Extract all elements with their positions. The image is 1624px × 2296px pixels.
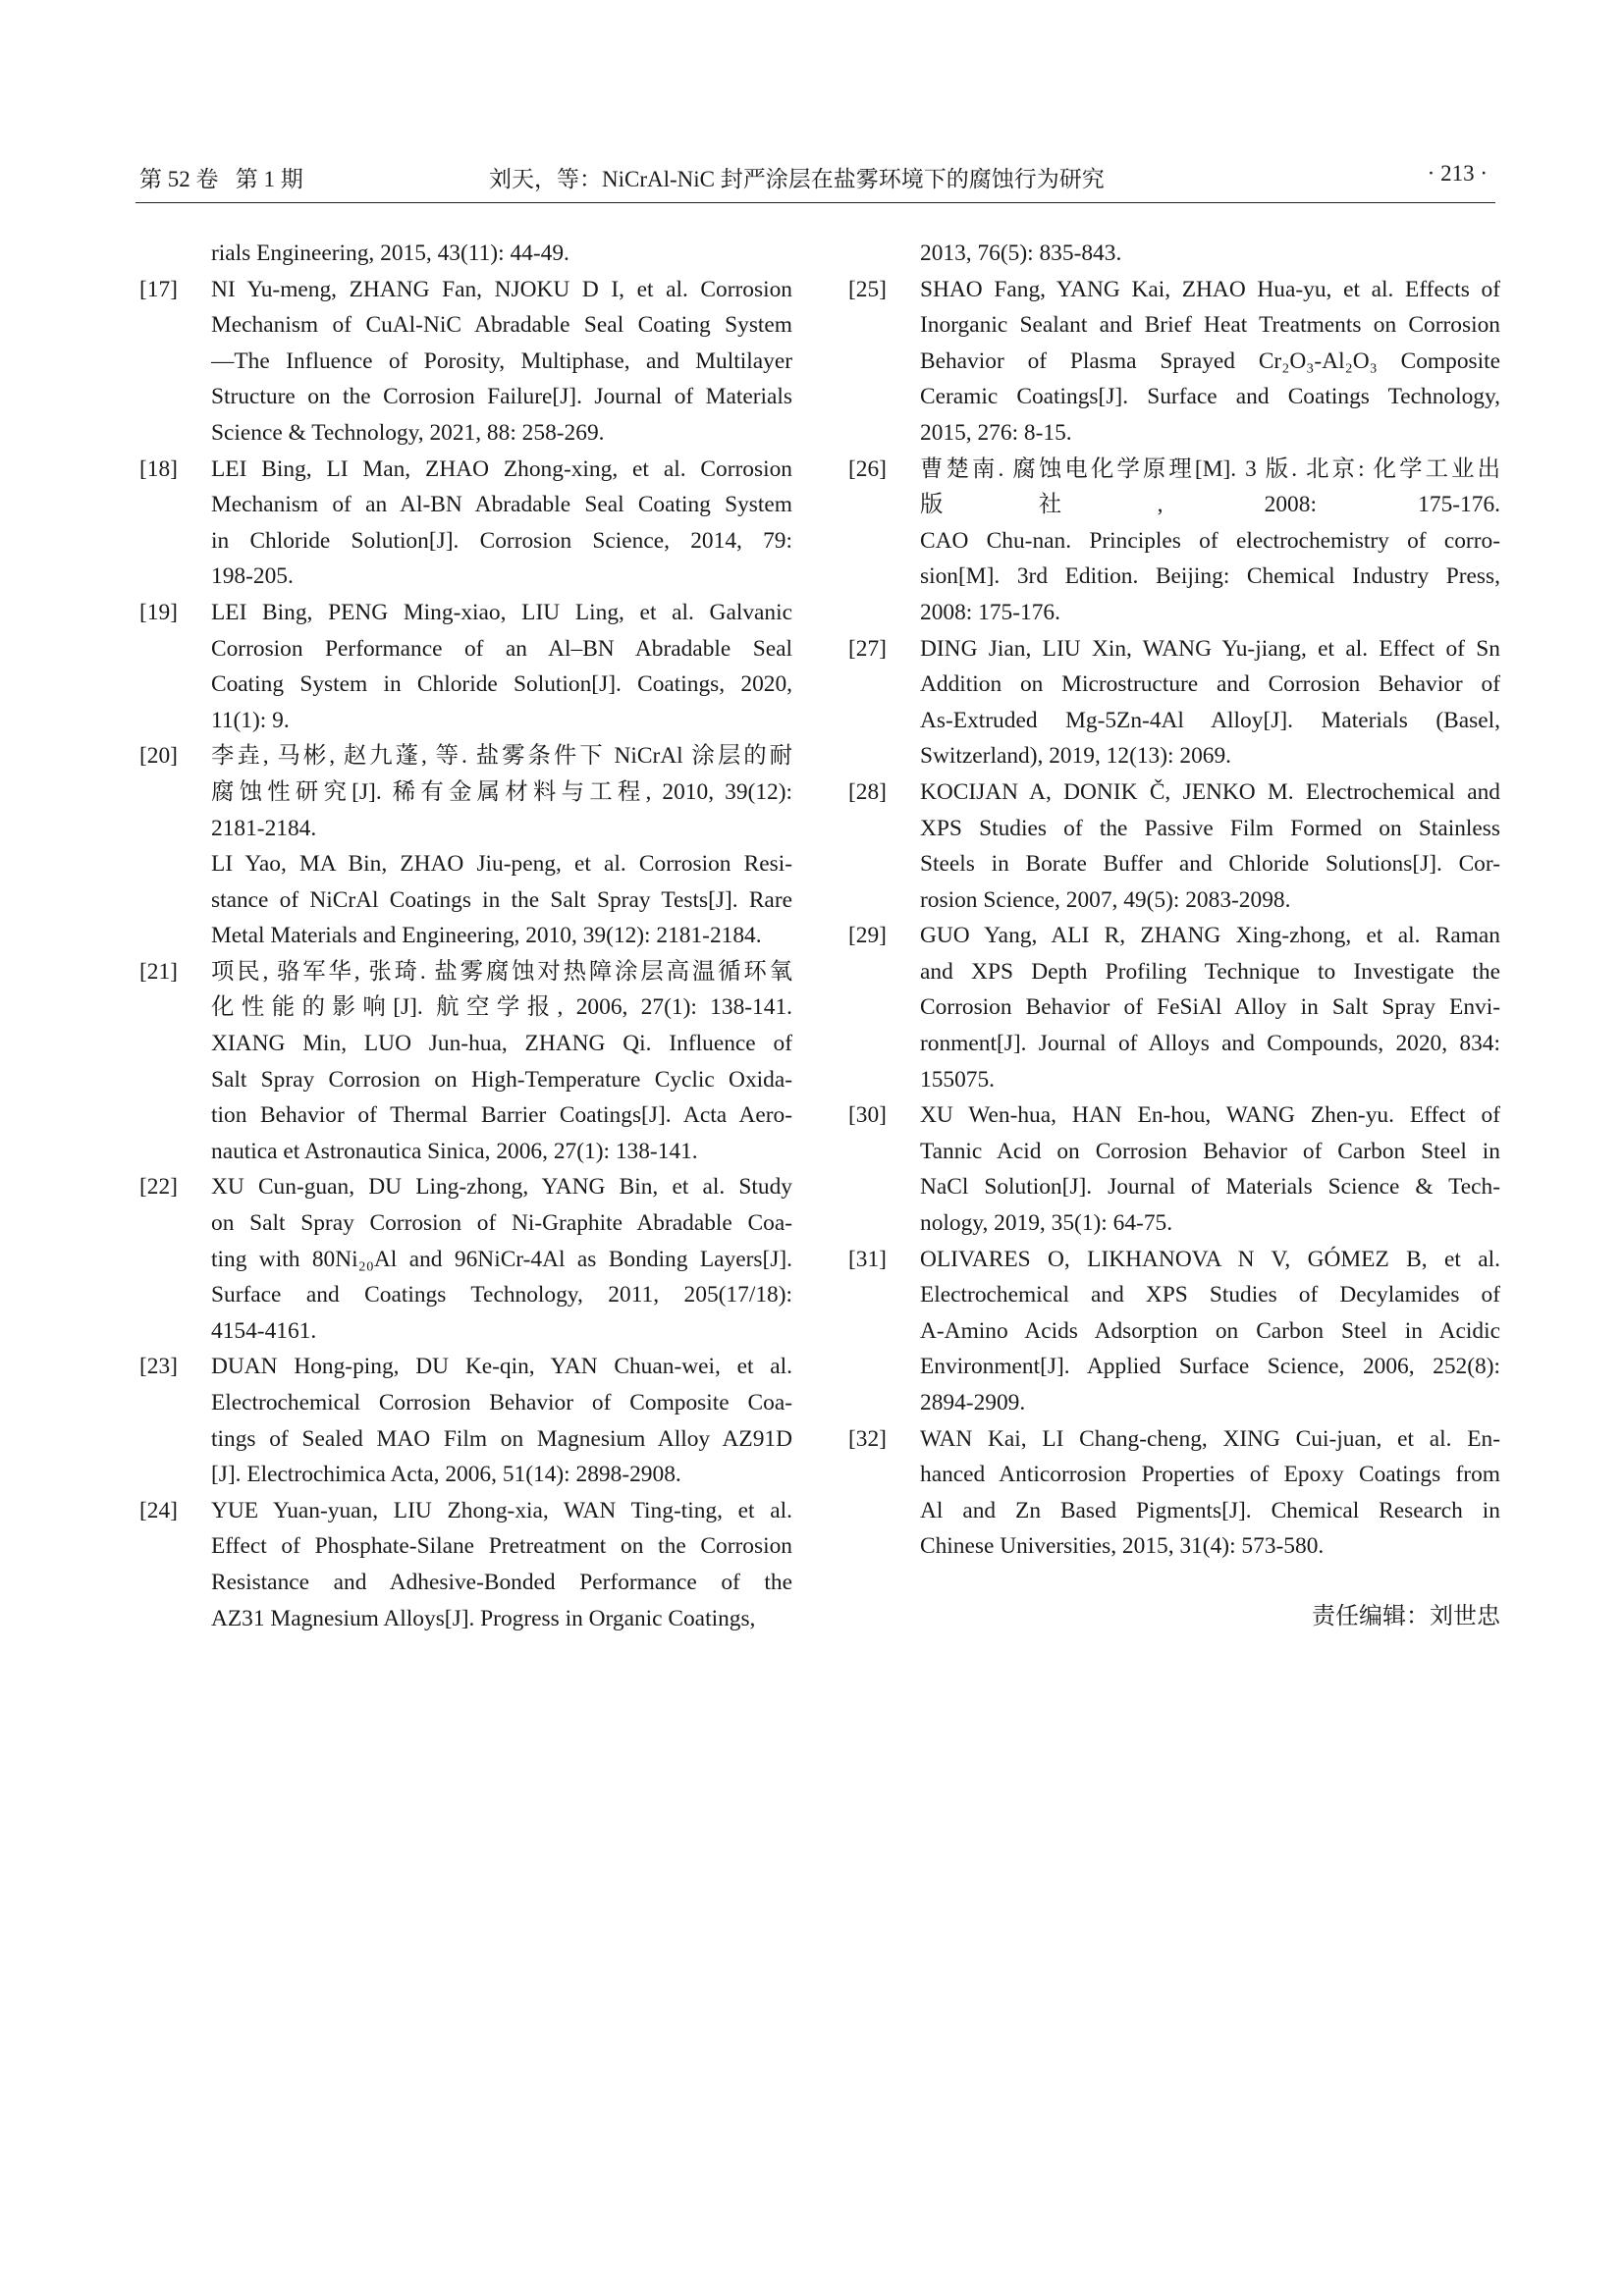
reference-text-line: Behavior of Plasma Sprayed Cr₂O₃-Al₂O₃ Composite — [920, 347, 1500, 374]
reference-entry — [139, 1349, 792, 1492]
reference-entry — [139, 738, 792, 954]
responsible-editor: 责任编辑：刘世忠 — [1312, 1602, 1500, 1629]
reference-text-line: Al and Zn Based Pigments[J]. Chemical Research in — [920, 1497, 1500, 1523]
reference-text-line: 4154-4161. — [211, 1317, 317, 1344]
reference-text-line: 198-205. — [211, 563, 294, 590]
reference-text-line: As-Extruded Mg-5Zn-4Al Alloy[J]. Materials (Basel, — [920, 707, 1500, 733]
reference-text-line: NI Yu-meng, ZHANG Fan, NJOKU D I, et al. Corrosion — [211, 276, 792, 302]
reference-text-line: A-Amino Acids Adsorption on Carbon Steel in Acidic — [920, 1317, 1500, 1344]
reference-number: [20] — [139, 743, 178, 770]
reference-continuation: rials Engineering, 2015, 43(11): 44-49. — [211, 240, 569, 266]
reference-text-line: [J]. Electrochimica Acta, 2006, 51(14): 2898-2908. — [211, 1462, 681, 1488]
reference-text-line: stance of NiCrAl Coatings in the Salt Spray Tests[J]. Rare — [211, 886, 792, 913]
reference-number: [25] — [848, 276, 887, 302]
reference-text-line: NaCl Solution[J]. Journal of Materials Science & Tech- — [920, 1174, 1500, 1201]
reference-text-line: —The Influence of Porosity, Multiphase, and Multilayer — [211, 347, 792, 374]
reference-text-line: GUO Yang, ALI R, ZHANG Xing-zhong, et al. Raman — [920, 923, 1500, 949]
reference-text-line: XU Wen-hua, HAN En-hou, WANG Zhen-yu. Effect of — [920, 1102, 1500, 1129]
reference-text-line: sion[M]. 3rd Edition. Beijing: Chemical Industry Press, — [920, 563, 1500, 590]
reference-text-line: LEI Bing, LI Man, ZHAO Zhong-xing, et al. Corrosion — [211, 455, 792, 482]
reference-text-line: WAN Kai, LI Chang-cheng, XING Cui-juan, et al. En- — [920, 1425, 1500, 1452]
reference-text-line: 腐蚀性研究[J]. 稀有金属材料与工程, 2010, 39(12): — [211, 778, 792, 805]
reference-number: [32] — [848, 1425, 887, 1452]
reference-text-line: ronment[J]. Journal of Alloys and Compounds, 2020, 834: — [920, 1031, 1500, 1057]
reference-number: [27] — [848, 635, 887, 662]
reference-entry — [848, 631, 1500, 774]
reference-text-line: Corrosion Performance of an Al–BN Abradable Seal — [211, 635, 792, 662]
reference-text-line: DUAN Hong-ping, DU Ke-qin, YAN Chuan-wei, et al. — [211, 1354, 792, 1380]
reference-number: [30] — [848, 1102, 887, 1129]
reference-column-right — [848, 236, 1500, 1565]
reference-text-line: Mechanism of CuAl-NiC Abradable Seal Coating System — [211, 312, 792, 339]
reference-text-line: Chinese Universities, 2015, 31(4): 573-580. — [920, 1533, 1325, 1560]
reference-text-line: Addition on Microstructure and Corrosion Behavior of — [920, 671, 1500, 698]
reference-entry — [848, 272, 1500, 452]
reference-number: [18] — [139, 455, 178, 482]
reference-text-line: XPS Studies of the Passive Film Formed on Stainless — [920, 815, 1500, 841]
reference-text-line: in Chloride Solution[J]. Corrosion Science, 2014, 79: — [211, 527, 792, 554]
page-number: · 213 · — [1427, 161, 1488, 186]
header-rule — [135, 202, 1495, 203]
reference-column-left — [139, 236, 792, 1636]
reference-number: [23] — [139, 1354, 178, 1380]
reference-text-line: Salt Spray Corrosion on High-Temperature Cyclic Oxida- — [211, 1066, 792, 1093]
reference-entry — [848, 1097, 1500, 1241]
reference-number: [22] — [139, 1174, 178, 1201]
reference-text-line: 155075. — [920, 1066, 996, 1093]
reference-entry — [848, 1421, 1500, 1565]
reference-text-line: 2894-2909. — [920, 1390, 1026, 1415]
reference-text-line: 2008: 175-176. — [920, 599, 1060, 625]
reference-text-line: Switzerland), 2019, 12(13): 2069. — [920, 743, 1232, 770]
reference-text-line: Science & Technology, 2021, 88: 258-269. — [211, 419, 605, 446]
reference-text-line: XIANG Min, LUO Jun-hua, ZHANG Qi. Influence of — [211, 1031, 792, 1057]
reference-number: [24] — [139, 1497, 178, 1523]
reference-text-line: Inorganic Sealant and Brief Heat Treatments on Corrosion — [920, 312, 1500, 339]
reference-text-line: Corrosion Behavior of FeSiAl Alloy in Salt Spray Envi- — [920, 994, 1500, 1021]
reference-text-line: Structure on the Corrosion Failure[J]. Journal of Materials — [211, 384, 792, 410]
reference-text-line: KOCIJAN A, DONIK Č, JENKO M. Electrochemical and — [920, 778, 1500, 805]
reference-text-line: Environment[J]. Applied Surface Science, 2006, 252(8): — [920, 1354, 1500, 1380]
reference-number: [26] — [848, 455, 887, 482]
reference-text-line: tion Behavior of Thermal Barrier Coatings[J]. Acta Aero- — [211, 1102, 792, 1129]
reference-text-line: 项民, 骆军华, 张琦. 盐雾腐蚀对热障涂层高温循环氧 — [211, 958, 792, 985]
running-title: 刘天，等：NiCrAl-NiC 封严涂层在盐雾环境下的腐蚀行为研究 — [489, 167, 1105, 191]
reference-text-line: LEI Bing, PENG Ming-xiao, LIU Ling, et al. Galvanic — [211, 599, 792, 625]
reference-continuation: 2013, 76(5): 835-843. — [920, 240, 1122, 266]
reference-text-line: 化性能的影响[J]. 航空学报, 2006, 27(1): 138-141. — [211, 994, 792, 1021]
reference-text-line: 版社, 2008: 175-176. — [920, 492, 1500, 518]
reference-entry — [139, 954, 792, 1170]
reference-text-line: Effect of Phosphate-Silane Pretreatment on the Corrosion — [211, 1533, 792, 1560]
reference-text-line: Electrochemical and XPS Studies of Decylamides of — [920, 1282, 1500, 1308]
reference-text-line: and XPS Depth Profiling Technique to Investigate the — [920, 958, 1500, 985]
reference-entry — [139, 1493, 792, 1636]
reference-number: [21] — [139, 958, 178, 985]
reference-text-line: Tannic Acid on Corrosion Behavior of Carbon Steel in — [920, 1138, 1500, 1164]
reference-text-line: CAO Chu-nan. Principles of electrochemistry of corro- — [920, 527, 1500, 554]
reference-text-line: on Salt Spray Corrosion of Ni-Graphite Abradable Coa- — [211, 1210, 792, 1237]
reference-entry — [848, 452, 1500, 631]
reference-text-line: YUE Yuan-yuan, LIU Zhong-xia, WAN Ting-ting, et al. — [211, 1497, 792, 1523]
reference-number: [29] — [848, 923, 887, 949]
reference-text-line: Resistance and Adhesive-Bonded Performance of the — [211, 1569, 792, 1595]
reference-entry — [848, 1242, 1500, 1421]
reference-text-line: 2015, 276: 8-15. — [920, 419, 1072, 446]
reference-text-line: Surface and Coatings Technology, 2011, 205(17/18): — [211, 1282, 792, 1308]
reference-text-line: rosion Science, 2007, 49(5): 2083-2098. — [920, 886, 1291, 913]
reference-text-line: 曹楚南. 腐蚀电化学原理[M]. 3 版. 北京: 化学工业出 — [920, 455, 1500, 482]
reference-text-line: Mechanism of an Al-BN Abradable Seal Coating System — [211, 492, 792, 518]
reference-entry — [139, 272, 792, 452]
reference-text-line: SHAO Fang, YANG Kai, ZHAO Hua-yu, et al. Effects of — [920, 276, 1500, 302]
reference-entry — [848, 774, 1500, 918]
reference-text-line: hanced Anticorrosion Properties of Epoxy Coatings from — [920, 1462, 1500, 1488]
reference-text-line: 11(1): 9. — [211, 707, 290, 733]
reference-number: [31] — [848, 1246, 887, 1272]
reference-text-line: nology, 2019, 35(1): 64-75. — [920, 1210, 1173, 1237]
reference-text-line: Ceramic Coatings[J]. Surface and Coatings Technology, — [920, 384, 1500, 410]
reference-text-line: Electrochemical Corrosion Behavior of Composite Coa- — [211, 1390, 792, 1415]
reference-number: [17] — [139, 276, 178, 302]
reference-entry — [848, 918, 1500, 1097]
reference-number: [28] — [848, 778, 887, 805]
reference-text-line: Coating System in Chloride Solution[J]. Coatings, 2020, — [211, 671, 792, 698]
reference-text-line: Metal Materials and Engineering, 2010, 39(12): 2181-2184. — [211, 923, 762, 949]
reference-text-line: XU Cun-guan, DU Ling-zhong, YANG Bin, et al. Study — [211, 1174, 792, 1201]
reference-text-line: AZ31 Magnesium Alloys[J]. Progress in Organic Coatings, — [211, 1605, 756, 1631]
reference-text-line: 2181-2184. — [211, 815, 317, 841]
reference-text-line: nautica et Astronautica Sinica, 2006, 27(1): 138-141. — [211, 1138, 698, 1164]
reference-text-line: 李垚, 马彬, 赵九蓬, 等. 盐雾条件下 NiCrAl 涂层的耐 — [211, 743, 792, 770]
reference-text-line: tings of Sealed MAO Film on Magnesium Alloy AZ91D — [211, 1425, 792, 1452]
reference-number: [19] — [139, 599, 178, 625]
reference-entry — [139, 595, 792, 738]
reference-text-line: OLIVARES O, LIKHANOVA N V, GÓMEZ B, et al. — [920, 1246, 1500, 1272]
reference-entry — [139, 452, 792, 595]
journal-volume-issue: 第 52 卷 第 1 期 — [139, 167, 303, 191]
reference-text-line: ting with 80Ni₂₀Al and 96NiCr-4Al as Bonding Layers[J]. — [211, 1246, 792, 1272]
reference-entry — [139, 1169, 792, 1349]
reference-text-line: DING Jian, LIU Xin, WANG Yu-jiang, et al. Effect of Sn — [920, 635, 1500, 662]
running-header — [135, 155, 1495, 194]
reference-text-line: LI Yao, MA Bin, ZHAO Jiu-peng, et al. Corrosion Resi- — [211, 851, 792, 878]
reference-text-line: Steels in Borate Buffer and Chloride Solutions[J]. Cor- — [920, 851, 1500, 878]
